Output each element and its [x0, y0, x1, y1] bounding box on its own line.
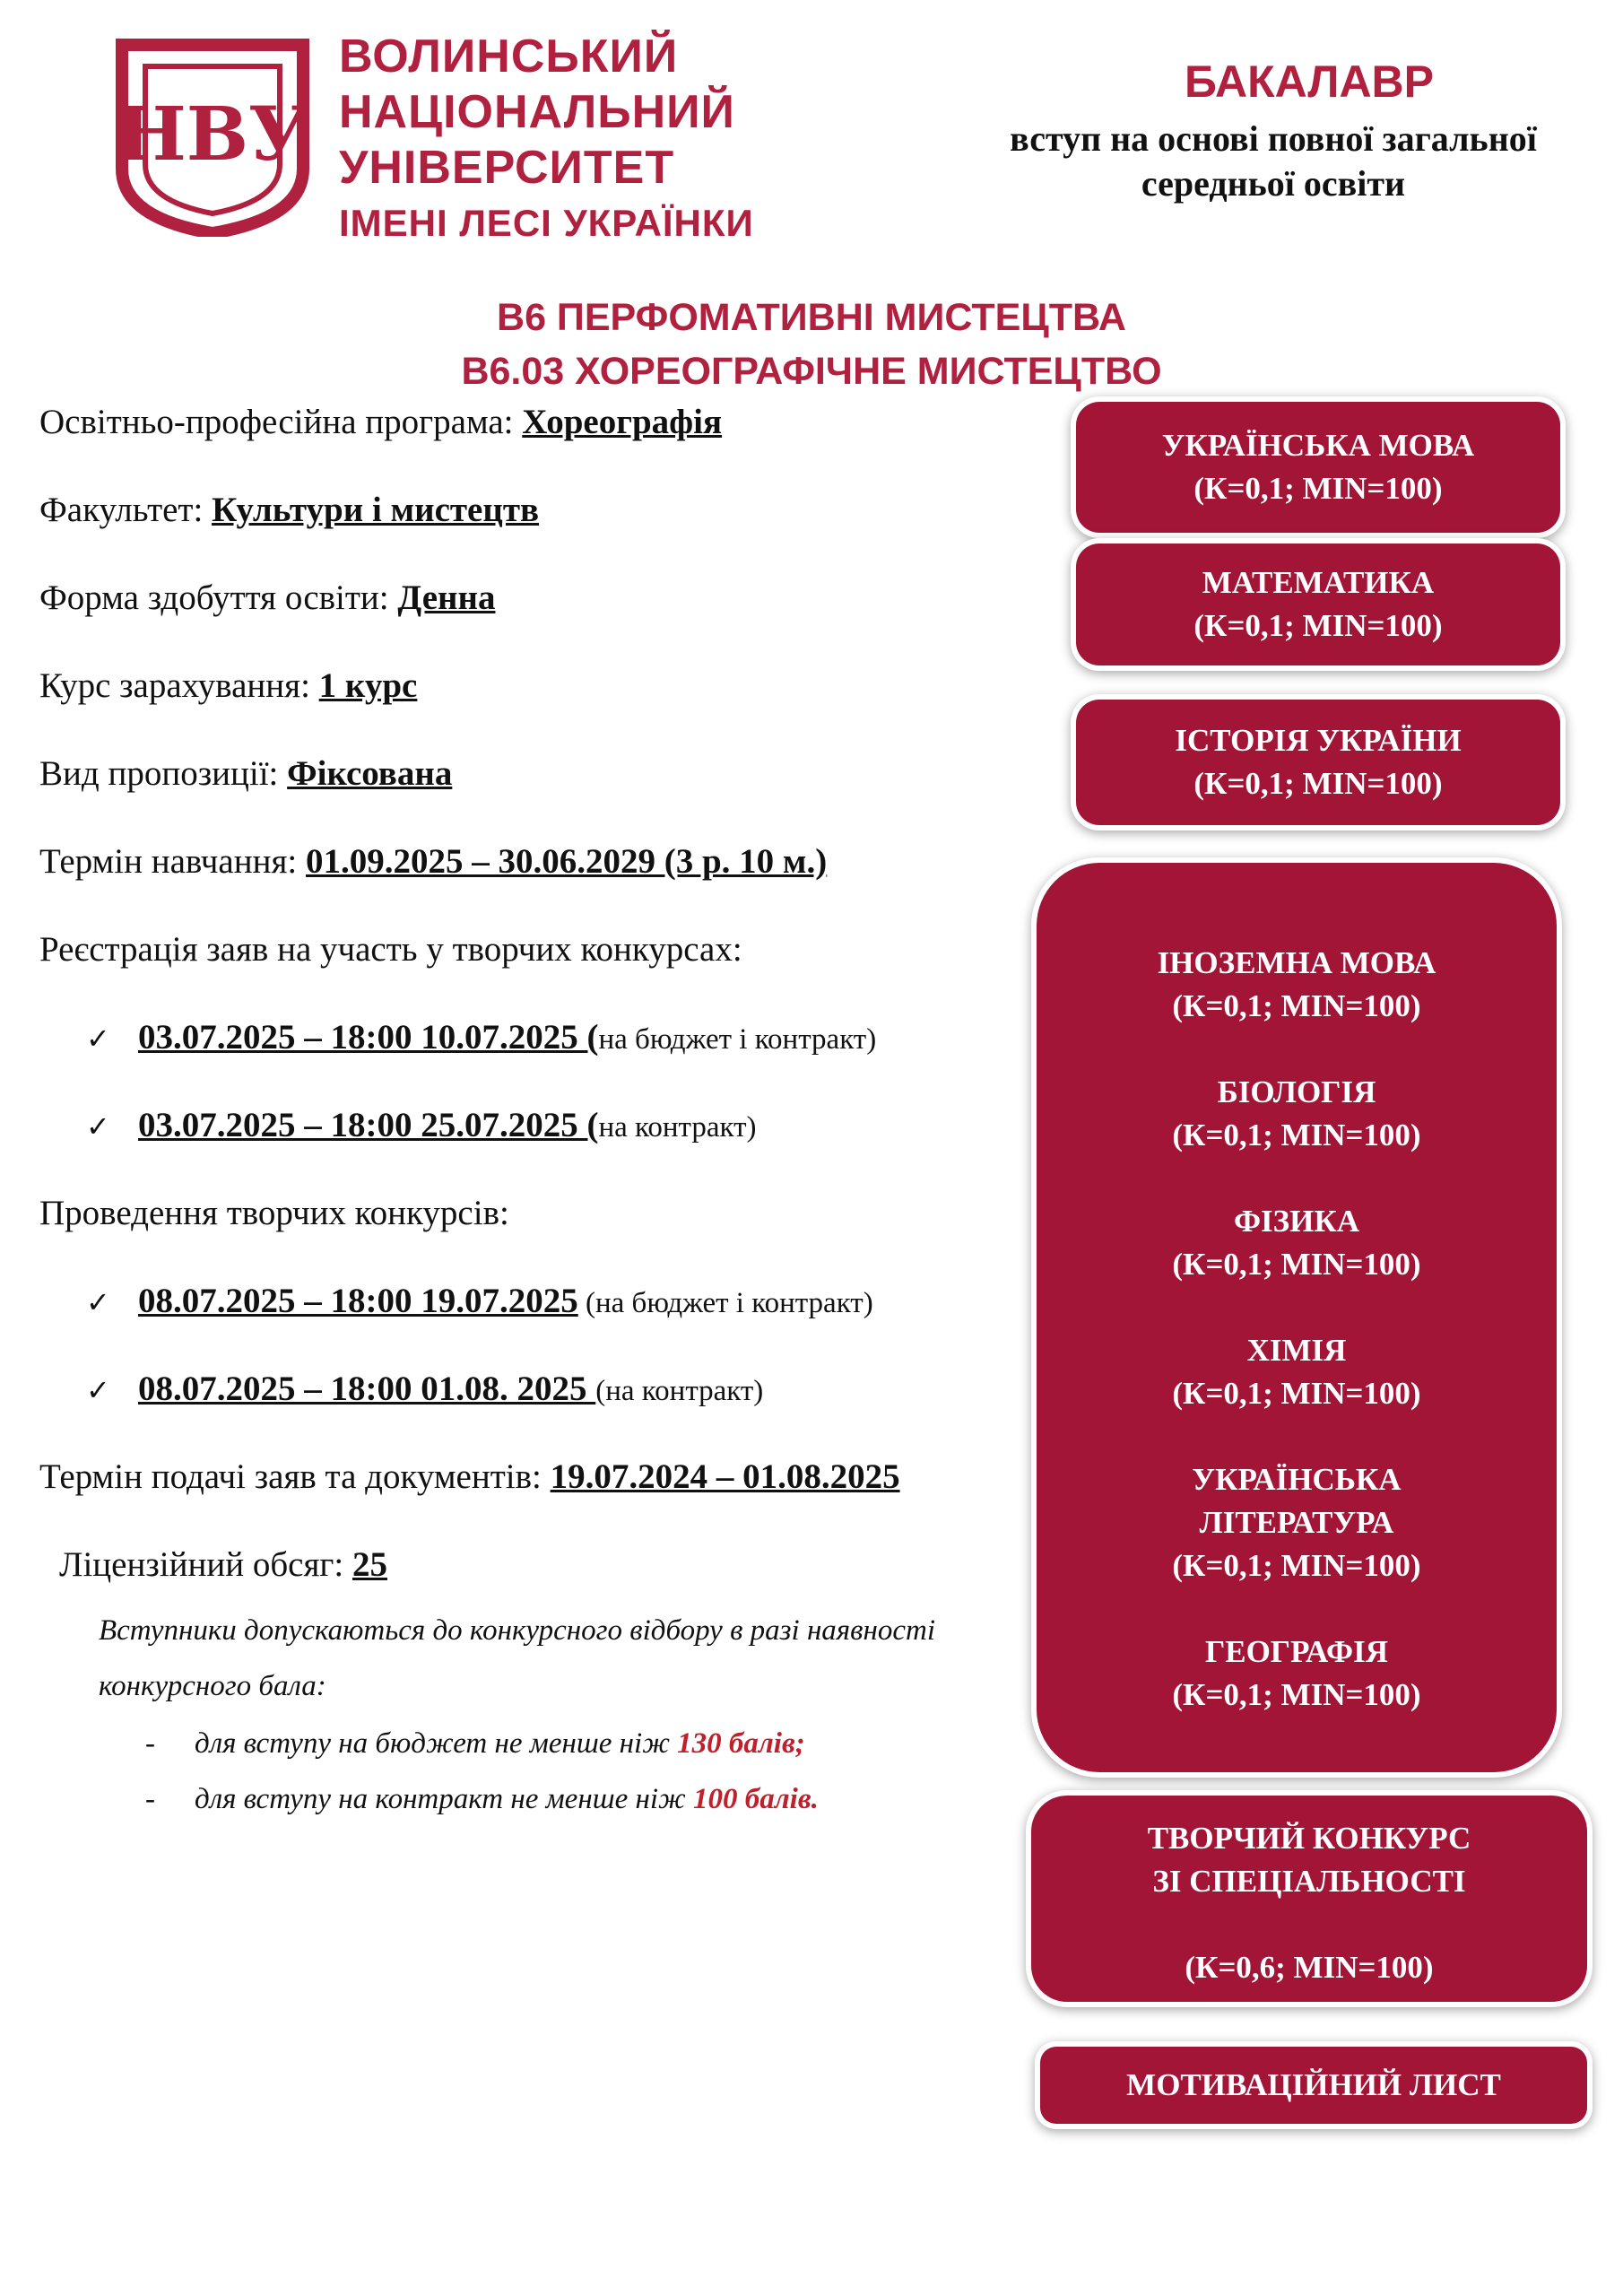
- subject-box-mathematics: МАТЕМАТИКА (К=0,1; MIN=100): [1076, 544, 1560, 665]
- checkmark-icon: ✓: [86, 1373, 110, 1407]
- budget-requirement: - для вступу на бюджет не менше ніж 130 балів;: [145, 1727, 805, 1760]
- contest-item: ✓ 08.07.2025 – 18:00 01.08. 2025 (на контракт): [86, 1370, 764, 1408]
- creative-contest-box: ТВОРЧИЙ КОНКУРС ЗІ СПЕЦІАЛЬНОСТІ (К=0,6; MIN=100): [1031, 1796, 1587, 2002]
- subject-biology: БІОЛОГІЯ (К=0,1; MIN=100): [1172, 1074, 1421, 1152]
- program-line: Освітньо-професійна програма: Хореографія: [39, 403, 723, 441]
- license-value: 25: [352, 1545, 387, 1584]
- field-title: В6 ПЕРФОМАТИВНІ МИСТЕЦТВА: [497, 296, 1126, 339]
- course-line: Курс зарахування: 1 курс: [39, 666, 418, 705]
- contract-requirement: - для вступу на контракт не менше ніж 100 балів.: [145, 1783, 819, 1815]
- subject-chemistry: ХІМІЯ (К=0,1; MIN=100): [1172, 1333, 1421, 1411]
- offer-line: Вид пропозиції: Фіксована: [39, 754, 453, 793]
- documents-line: Термін подачі заяв та документів: 19.07.2024 – 01.08.2025: [39, 1457, 900, 1496]
- documents-value: 19.07.2024 – 01.08.2025: [550, 1457, 900, 1496]
- offer-value: Фіксована: [287, 754, 453, 793]
- form-line: Форма здобуття освіти: Денна: [39, 578, 496, 617]
- registration-item: ✓ 03.07.2025 – 18:00 25.07.2025 (на контракт): [86, 1106, 757, 1144]
- subject-box-history: ІСТОРІЯ УКРАЇНИ (К=0,1; MIN=100): [1076, 700, 1560, 825]
- contest-item: ✓ 08.07.2025 – 18:00 19.07.2025 (на бюджет і контракт): [86, 1282, 873, 1320]
- university-name-line: НАЦІОНАЛЬНИЙ: [339, 86, 735, 138]
- checkmark-icon: ✓: [86, 1285, 110, 1319]
- contests-label: Проведення творчих конкурсів:: [39, 1194, 509, 1232]
- admission-note: конкурсного бала:: [99, 1670, 326, 1702]
- elective-subjects-box: [1037, 863, 1557, 1772]
- subject-geography: ГЕОГРАФІЯ (К=0,1; MIN=100): [1172, 1634, 1421, 1712]
- university-name-line: УНІВЕРСИТЕТ: [339, 142, 675, 194]
- faculty-value: Культури і мистецтв: [212, 491, 540, 529]
- course-value: 1 курс: [318, 666, 418, 705]
- program-value: Хореографія: [522, 403, 723, 441]
- checkmark-icon: ✓: [86, 1022, 110, 1056]
- degree-title: БАКАЛАВР: [1184, 57, 1435, 107]
- svg-text:НВУ: НВУ: [117, 91, 308, 178]
- license-line: Ліцензійний обсяг: 25: [59, 1545, 387, 1584]
- specialty-title: В6.03 ХОРЕОГРАФІЧНЕ МИСТЕЦТВО: [461, 350, 1162, 393]
- subject-physics: ФІЗИКА (К=0,1; MIN=100): [1172, 1204, 1421, 1282]
- university-name: [339, 29, 754, 251]
- checkmark-icon: ✓: [86, 1109, 110, 1144]
- registration-item: ✓ 03.07.2025 – 18:00 10.07.2025 (на бюджет і контракт): [86, 1018, 877, 1057]
- registration-label: Реєстрація заяв на участь у творчих конкурсах:: [39, 930, 742, 969]
- motivation-letter-box: МОТИВАЦІЙНИЙ ЛИСТ: [1040, 2047, 1587, 2124]
- admission-note: Вступники допускаються до конкурсного відбору в разі наявності: [99, 1614, 935, 1647]
- subject-box-ukrainian-language: УКРАЇНСЬКА МОВА (К=0,1; MIN=100): [1076, 402, 1560, 533]
- faculty-line: Факультет: Культури і мистецтв: [39, 491, 540, 529]
- subject-ukrainian-literature: УКРАЇНСЬКА ЛІТЕРАТУРА (К=0,1; MIN=100): [1172, 1462, 1421, 1583]
- university-name-line: ІМЕНІ ЛЕСІ УКРАЇНКИ: [339, 202, 754, 244]
- admission-basis: вступ на основі повної загальної середньої освіти: [1010, 118, 1537, 204]
- university-logo-emblem: [115, 34, 310, 237]
- term-value: 01.09.2025 – 30.06.2029 (3 р. 10 м.): [306, 842, 828, 881]
- term-line: Термін навчання: 01.09.2025 – 30.06.2029 (3 р. 10 м.): [39, 842, 828, 881]
- university-name-line: ВОЛИНСЬКИЙ: [339, 30, 679, 83]
- form-value: Денна: [397, 578, 496, 617]
- subject-foreign-language: ІНОЗЕМНА МОВА (К=0,1; MIN=100): [1157, 945, 1436, 1023]
